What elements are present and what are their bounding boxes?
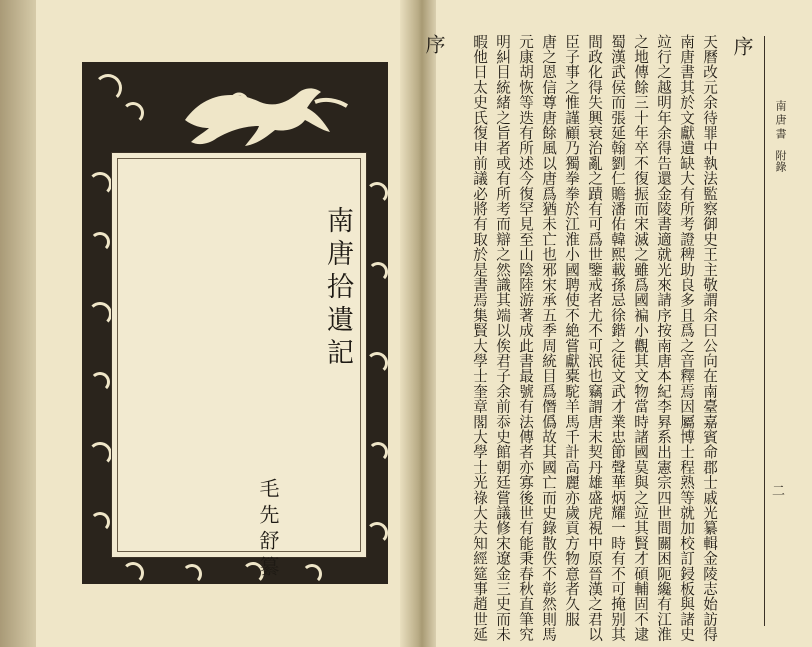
- text-column: 暇他日太史氏復申前議必將有取於是書焉集賢大學士奎章閣大學士光祿大夫知經筵事趙世延: [471, 34, 488, 642]
- text-column: 竝行之越明年余得告還金陵書適就光來請序按南唐本紀李昪系出憲宗四世間關困阨纔有江淮: [655, 34, 672, 642]
- book-title: 南唐拾遺記: [322, 206, 353, 371]
- preface-heading: 序: [730, 36, 754, 56]
- text-column: 南唐書其於文獻遺缺大有所考證稗助良多且爲之音釋焉因屬博士程熟等就加校訂鋟板與諸史: [678, 34, 695, 642]
- text-column: 元康胡恢等迭有所述今復罕見至山陰陸游著成此書最號有法傳者亦寡後世有能秉春秋直筆究: [517, 34, 534, 642]
- text-column: 唐之恩信尊唐餘風以唐爲猶未亡也邪宋承五季周統目爲僭僞故其國亡而史錄散佚不彰然則馬: [540, 34, 557, 642]
- preface-heading-left: 序: [422, 34, 446, 54]
- text-column: 明糾目統緒之旨者或有所考而辯之然識其端以俟君子余前忝史館朝廷嘗議修宋遼金三史而未: [494, 34, 511, 642]
- horse-emblem-icon: [165, 72, 365, 154]
- text-column: 之地傳餘三十年卒不復振而宋滅之雖爲國褊小觀其文物當時諸國莫與之竝其賢才碩輔固不逮: [632, 34, 649, 642]
- running-title: 南唐書: [774, 100, 787, 142]
- page-rule: [764, 36, 765, 626]
- text-column: 間政化得失興衰治亂之蹟有可爲世鑒戒者尤不可泯也竊謂唐末契丹雄盛虎視中原晉漢之君以: [586, 34, 603, 642]
- book-author: 毛先舒纂: [256, 478, 280, 582]
- left-page-edge: [0, 0, 36, 647]
- page-number: 二: [772, 484, 786, 499]
- text-column: 臣子事之惟謹顧乃獨拳拳於江淮小國聘使不絶嘗獻橐駝羊馬千計高麗亦歲貢方物意者久服: [563, 34, 580, 627]
- book-gutter: [400, 0, 440, 647]
- text-column: 天曆改元余待罪中執法監察御史王主敬謂余曰公向在南臺嘉賓命郡士戚光纂輯金陵志始訪得: [701, 34, 718, 642]
- text-column: 蜀漢武侯而張延翰劉仁贍潘佑韓熙載孫忌徐鍇之徒文武才業忠節聲華炳耀一時有不可掩别其: [609, 34, 626, 642]
- running-note: 附錄: [774, 150, 787, 172]
